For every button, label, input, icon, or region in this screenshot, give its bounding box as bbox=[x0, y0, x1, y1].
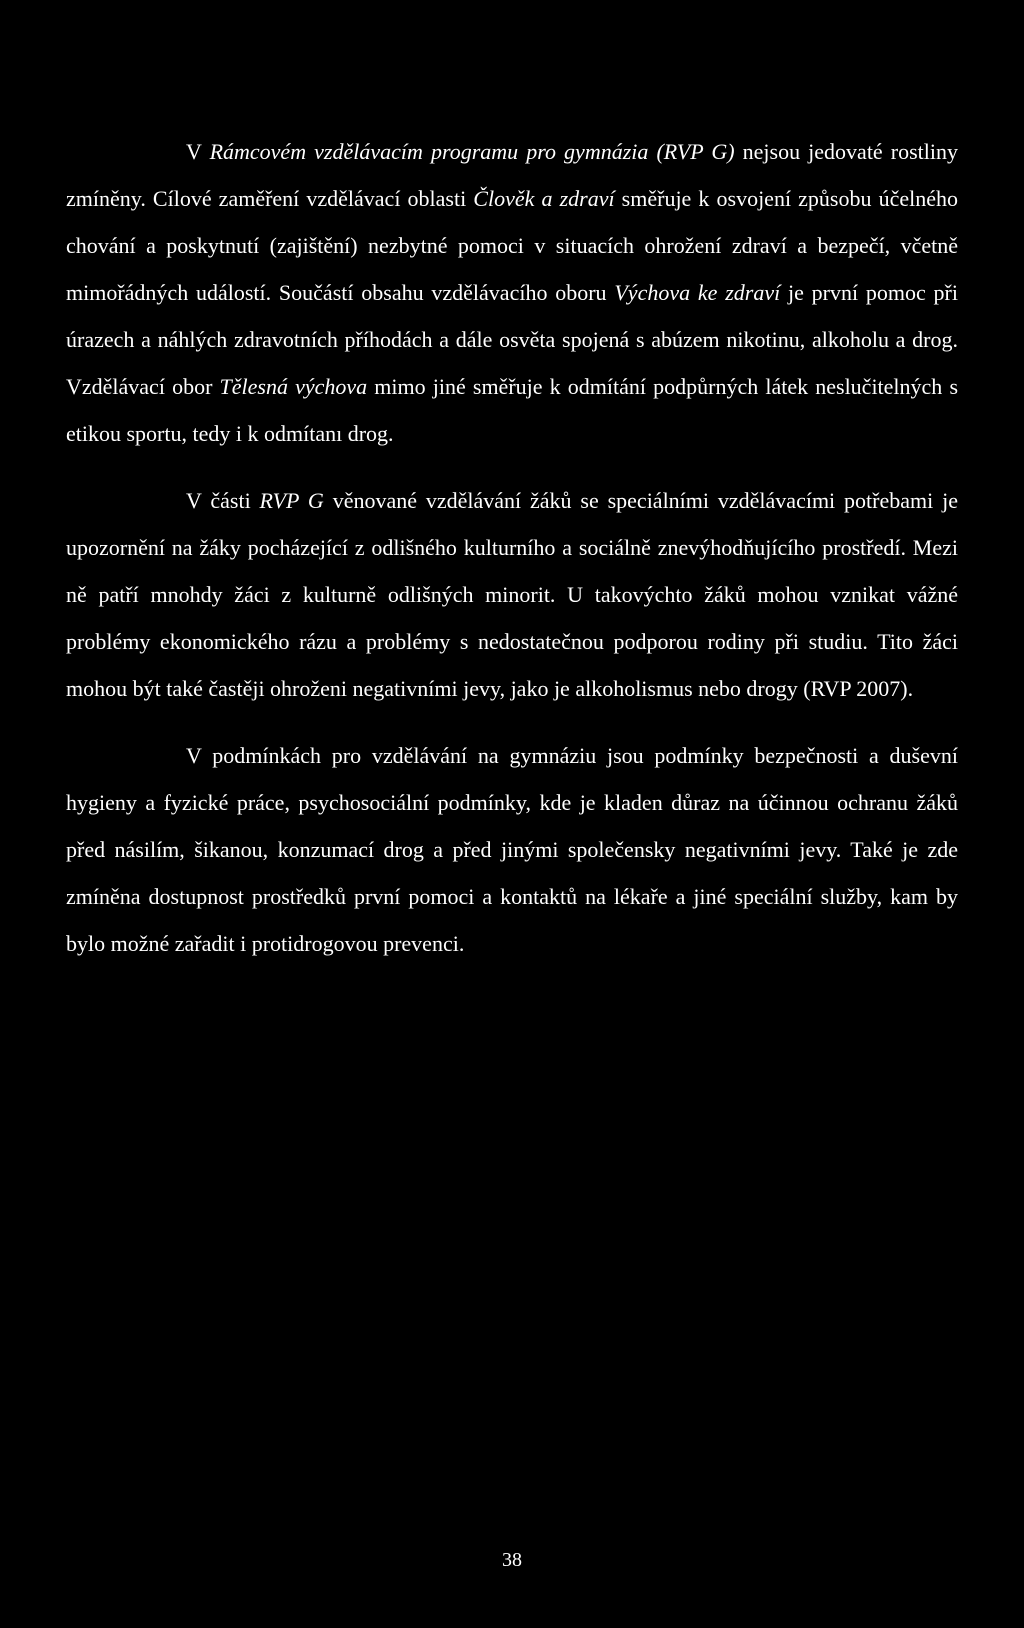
text-segment: věnované vzdělávání žáků se speciálními vzdělávacími potřebami je upozornění na žáky pocházející z odlišného kulturního a sociálně znevýhodňujícího prostředí. Mezi ně patří mnohdy žáci z kulturně odlišných minorit. U takovýchto žáků mohou vznikat vážné problémy ekonomického rázu a problémy s nedostatečnou podporou rodiny při studiu. Tito žáci mohou být také častěji ohroženi negativními jevy, jako je alkoholismus nebo drogy (RVP 2007). bbox=[66, 488, 958, 701]
paragraph-special-needs bbox=[66, 477, 958, 712]
text-segment: směřuje k osvojení způsobu účelného chování a poskytnutí (zajištění) nezbytné pomoci v situacích ohrožení zdraví a bezpečí, včetně mimořádných událostí. Součástí obsahu vzdělávacího oboru bbox=[66, 186, 958, 305]
text-segment-italic: Rámcovém vzdělávacím programu pro gymnázia (RVP G) bbox=[209, 139, 735, 164]
text-segment: mimo jiné směřuje k odmítání podpůrných látek neslučitelných s etikou sportu, tedy i k odmítanı drog. bbox=[66, 374, 959, 446]
text-segment: V bbox=[186, 139, 210, 164]
text-segment-italic: Výchova ke zdraví bbox=[614, 280, 781, 305]
document-body bbox=[66, 128, 958, 987]
paragraph-curriculum-overview bbox=[66, 128, 958, 457]
text-segment-italic: RVP G bbox=[259, 488, 324, 513]
text-segment: je první pomoc při úrazech a náhlých zdravotních příhodách a dále osvěta spojená s abúzem nikotinu, alkoholu a drog. Vzdělávací obor bbox=[66, 280, 958, 399]
page-number: 38 bbox=[502, 1549, 522, 1571]
text-segment-italic: Tělesná výchova bbox=[219, 374, 368, 399]
text-segment: V podmínkách pro vzdělávání na gymnáziu jsou podmínky bezpečnosti a duševní hygieny a fyzické práce, psychosociální podmínky, kde je kladen důraz na účinnou ochranu žáků před násilím, šikanou, konzumací drog a před jinými společensky negativními jevy. Také je zde zmíněna dostupnost prostředků první pomoci a kontaktů na lékaře a jiné speciální služby, kam by bylo možné zařadit i protidrogovou prevenci. bbox=[66, 743, 958, 956]
text-segment: nejsou jedovaté rostliny zmíněny. Cílové zaměření vzdělávací oblasti bbox=[66, 139, 958, 211]
text-segment: V části bbox=[186, 488, 260, 513]
paragraph-school-conditions bbox=[66, 732, 958, 967]
text-segment-italic: Člověk a zdraví bbox=[473, 186, 615, 211]
